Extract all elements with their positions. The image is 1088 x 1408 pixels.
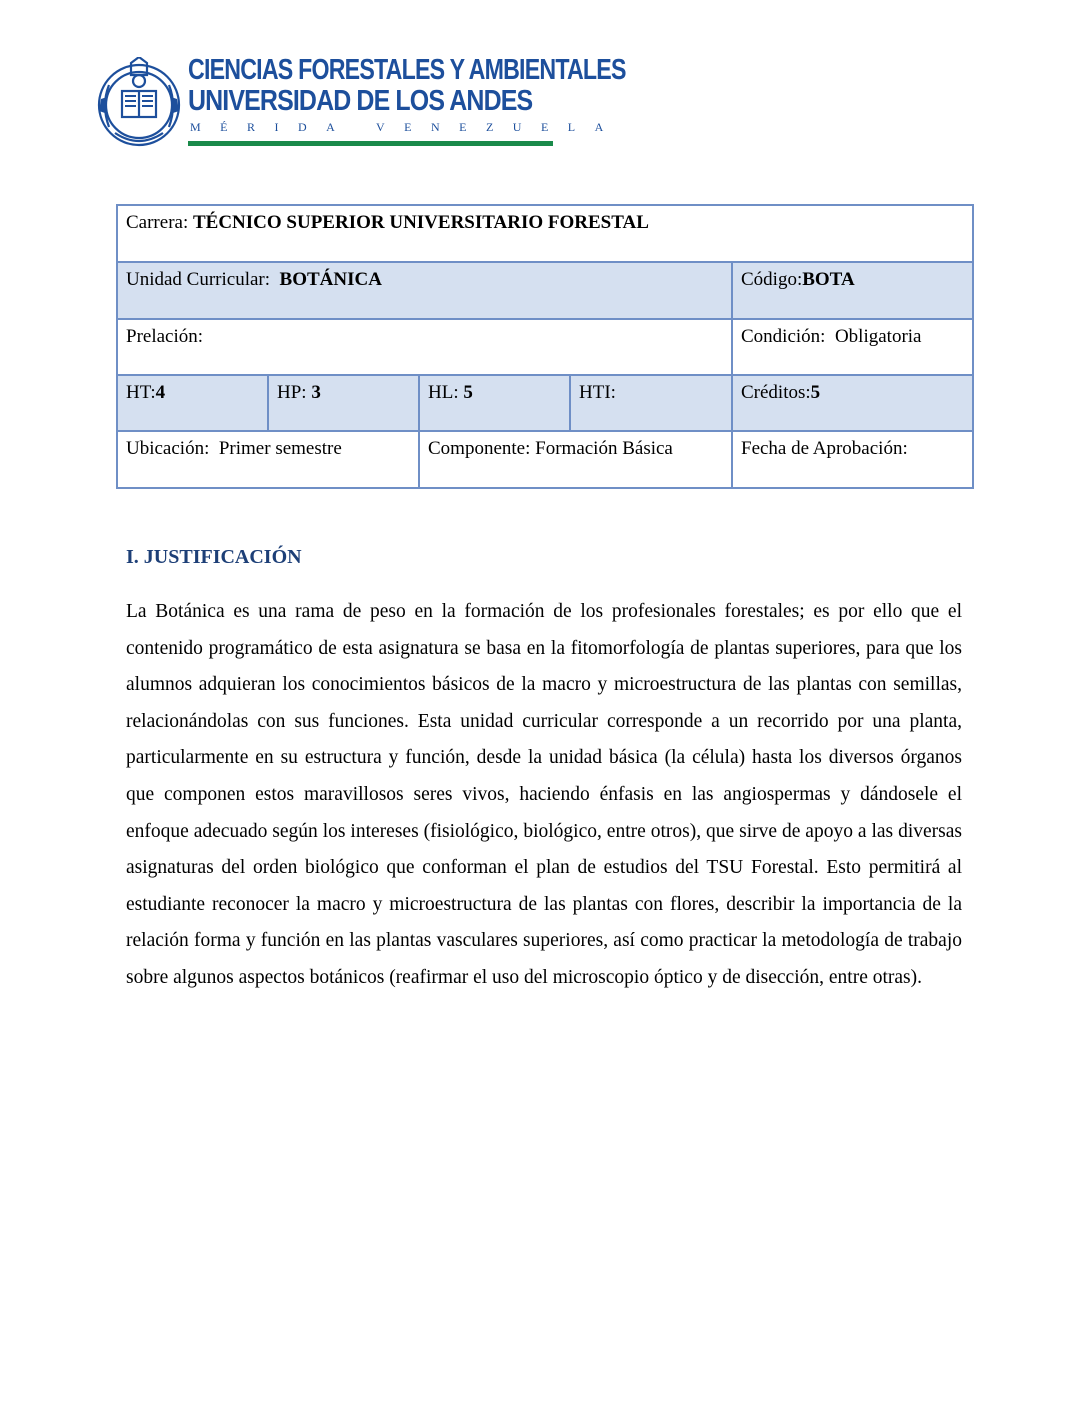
faculty-name: CIENCIAS FORESTALES Y AMBIENTALES bbox=[188, 54, 626, 86]
codigo-value: BOTA bbox=[802, 269, 855, 290]
location-name: MÉRIDA VENEZUELA bbox=[190, 120, 623, 134]
componente-label: Componente: bbox=[428, 438, 531, 459]
componente-cell bbox=[419, 431, 732, 488]
condicion-label: Condición: bbox=[741, 326, 826, 347]
header-divider bbox=[188, 141, 553, 146]
creditos-cell bbox=[732, 375, 973, 431]
carrera-label: Carrera: bbox=[126, 212, 189, 233]
prelacion-label: Prelación: bbox=[126, 326, 204, 347]
hl-value: 5 bbox=[463, 382, 473, 403]
prelacion-cell bbox=[117, 319, 732, 375]
fecha-label: Fecha de Aprobación: bbox=[741, 438, 908, 459]
creditos-label: Créditos: bbox=[741, 382, 811, 403]
ht-value: 4 bbox=[155, 382, 166, 403]
hti-label: HTI: bbox=[579, 382, 616, 403]
fecha-cell bbox=[732, 431, 973, 488]
hp-value: 3 bbox=[311, 382, 321, 403]
course-info-table bbox=[116, 204, 974, 489]
table-row bbox=[117, 262, 973, 319]
ubicacion-label: Ubicación: bbox=[126, 438, 210, 459]
componente-value: Formación Básica bbox=[535, 438, 673, 459]
codigo-label: Código: bbox=[741, 269, 803, 290]
hp-label: HP: bbox=[277, 382, 307, 403]
hl-label: HL: bbox=[428, 382, 459, 403]
justification-paragraph: La Botánica es una rama de peso en la formación de los profesionales forestales; es por ello que el contenido programático de esta asignatura se basa en la fitomorfología de plantas superiores, para que los alumnos adquieran los conocimientos básicos de la macro y microestructura de las plantas con semillas, relacionándolas con sus funciones. Esta unidad curricular corresponde a un recorrido por una planta, particularmente en su estructura y función, desde la unidad básica (la célula) hasta los diversos órganos que componen estos maravillosos seres vivos, haciendo énfasis en las angiospermas y dándosele el enfoque adecuado según los intereses (fisiológico, biológico, entre otros), que sirve de apoyo a las diversas asignaturas del orden biológico que conforman el plan de estudios del TSU Forestal. Esto permitirá al estudiante reconocer la macro y microestructura de las plantas con flores, describir la importancia de la relación forma y función en las plantas vasculares superiores, así como practicar la metodología de trabajo sobre algunos aspectos botánicos (reafirmar el uso del microscopio óptico y de disección, entre otras). bbox=[126, 601, 962, 988]
hp-cell bbox=[268, 375, 419, 431]
creditos-value: 5 bbox=[810, 382, 821, 403]
table-row bbox=[117, 205, 973, 262]
unidad-cell bbox=[117, 262, 732, 319]
table-row bbox=[117, 319, 973, 375]
condicion-value: Obligatoria bbox=[834, 326, 922, 347]
carrera-cell bbox=[117, 205, 973, 262]
table-row bbox=[117, 375, 973, 431]
codigo-cell bbox=[732, 262, 973, 319]
ubicacion-cell bbox=[117, 431, 419, 488]
ht-cell bbox=[117, 375, 268, 431]
condicion-cell bbox=[732, 319, 973, 375]
ubicacion-value: Primer semestre bbox=[218, 438, 342, 459]
section-title: I. JUSTIFICACIÓN bbox=[126, 546, 302, 568]
table-row bbox=[117, 431, 973, 488]
unidad-label: Unidad Curricular: bbox=[126, 269, 271, 290]
ht-label: HT: bbox=[126, 382, 156, 403]
unidad-value: BOTÁNICA bbox=[279, 269, 382, 290]
page-header bbox=[95, 54, 626, 150]
carrera-value: TÉCNICO SUPERIOR UNIVERSITARIO FORESTAL bbox=[192, 212, 649, 233]
hl-cell bbox=[419, 375, 570, 431]
hti-cell bbox=[570, 375, 732, 431]
university-seal-icon bbox=[95, 57, 183, 147]
university-name: UNIVERSIDAD DE LOS ANDES bbox=[188, 85, 533, 117]
header-text bbox=[188, 54, 626, 135]
